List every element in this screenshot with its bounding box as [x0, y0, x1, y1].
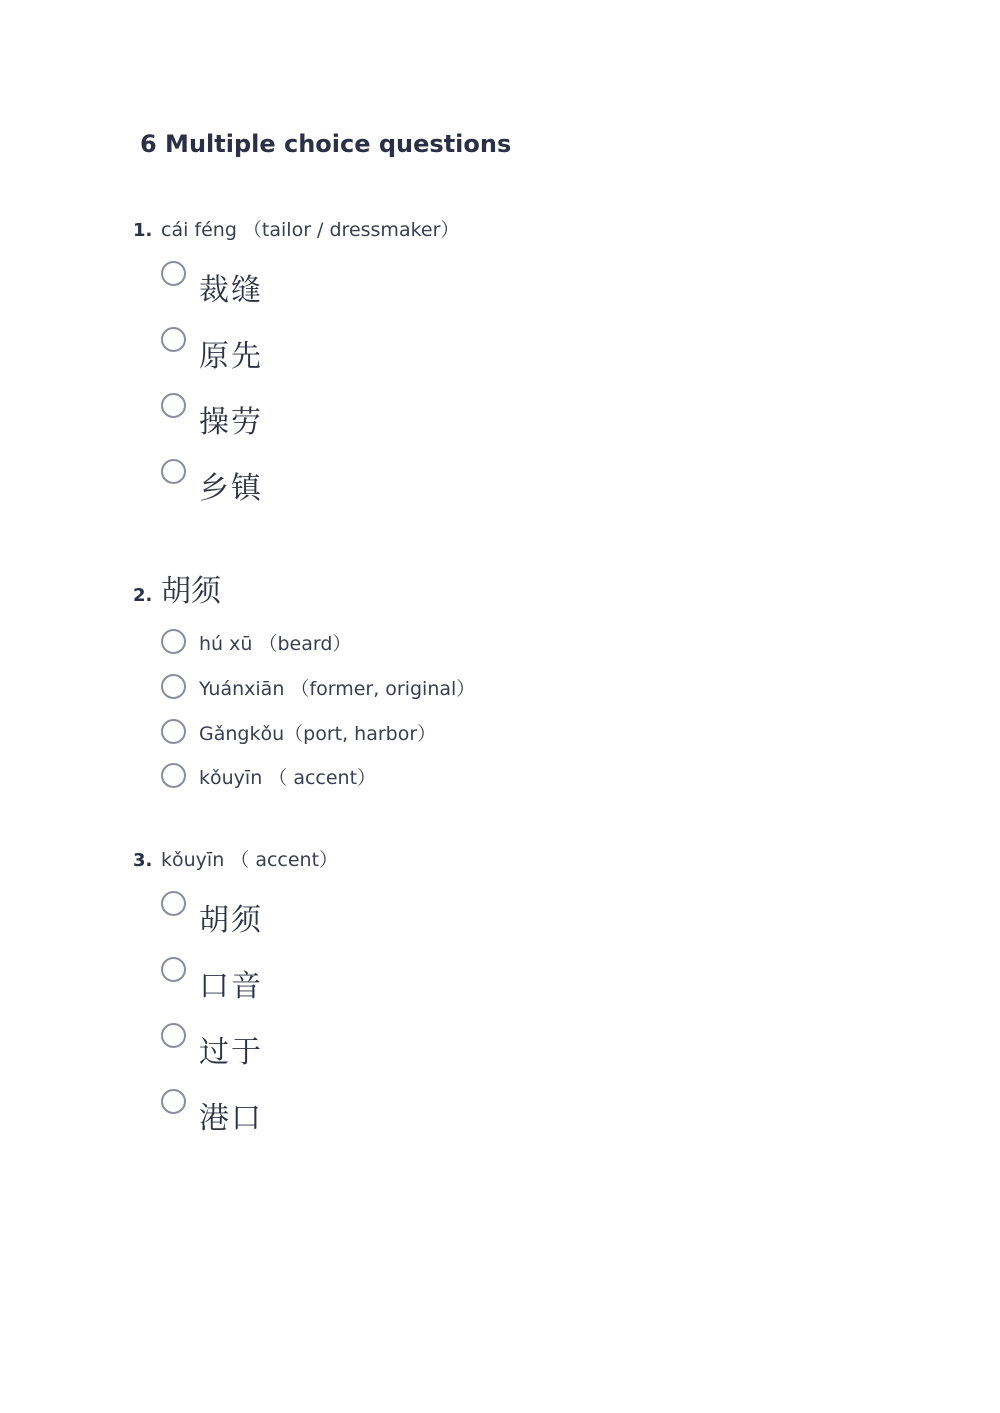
- option-3-d[interactable]: [161, 1089, 263, 1137]
- radio-button[interactable]: [161, 393, 186, 418]
- option-label: 胡须: [199, 903, 263, 938]
- option-3-c[interactable]: [161, 1023, 263, 1071]
- option-1-d[interactable]: [161, 459, 263, 507]
- option-3-b[interactable]: [161, 957, 263, 1005]
- option-2-b[interactable]: [161, 674, 475, 701]
- radio-button[interactable]: [161, 674, 186, 699]
- question-number: 2.: [133, 585, 153, 606]
- option-label: 裁缝: [199, 273, 263, 308]
- option-3-a[interactable]: [161, 891, 263, 939]
- radio-button[interactable]: [161, 327, 186, 352]
- radio-button[interactable]: [161, 1089, 186, 1114]
- option-label: 过于: [199, 1035, 263, 1070]
- radio-button[interactable]: [161, 763, 186, 788]
- question-number: 1.: [133, 220, 153, 241]
- radio-button[interactable]: [161, 891, 186, 916]
- question-prompt: 胡须: [161, 574, 221, 609]
- question-prompt: kǒuyīn （ accent）: [161, 849, 339, 871]
- option-label: Gǎngkǒu（port, harbor）: [199, 723, 437, 745]
- option-label: 乡镇: [199, 471, 263, 506]
- option-label: 操劳: [199, 405, 263, 440]
- option-1-b[interactable]: [161, 327, 263, 375]
- radio-button[interactable]: [161, 719, 186, 744]
- option-2-d[interactable]: [161, 763, 376, 790]
- option-2-a[interactable]: [161, 629, 351, 656]
- radio-button[interactable]: [161, 261, 186, 286]
- option-label: Yuánxiān （former, original）: [199, 678, 476, 700]
- radio-button[interactable]: [161, 957, 186, 982]
- question-1: [133, 215, 460, 506]
- option-label: kǒuyīn （ accent）: [199, 767, 377, 789]
- question-prompt: cái féng （tailor / dressmaker）: [161, 219, 460, 241]
- option-label: 港口: [199, 1101, 263, 1136]
- question-number: 3.: [133, 850, 153, 871]
- option-1-a[interactable]: [161, 261, 263, 309]
- option-2-c[interactable]: [161, 719, 436, 746]
- radio-button[interactable]: [161, 629, 186, 654]
- question-3: [133, 845, 339, 1136]
- radio-button[interactable]: [161, 1023, 186, 1048]
- page-title: 6 Multiple choice questions: [140, 130, 512, 158]
- option-label: 口音: [199, 969, 263, 1004]
- radio-button[interactable]: [161, 459, 186, 484]
- question-2: [133, 566, 476, 789]
- option-label: hú xū （beard）: [199, 633, 352, 655]
- option-label: 原先: [199, 339, 263, 374]
- option-1-c[interactable]: [161, 393, 263, 441]
